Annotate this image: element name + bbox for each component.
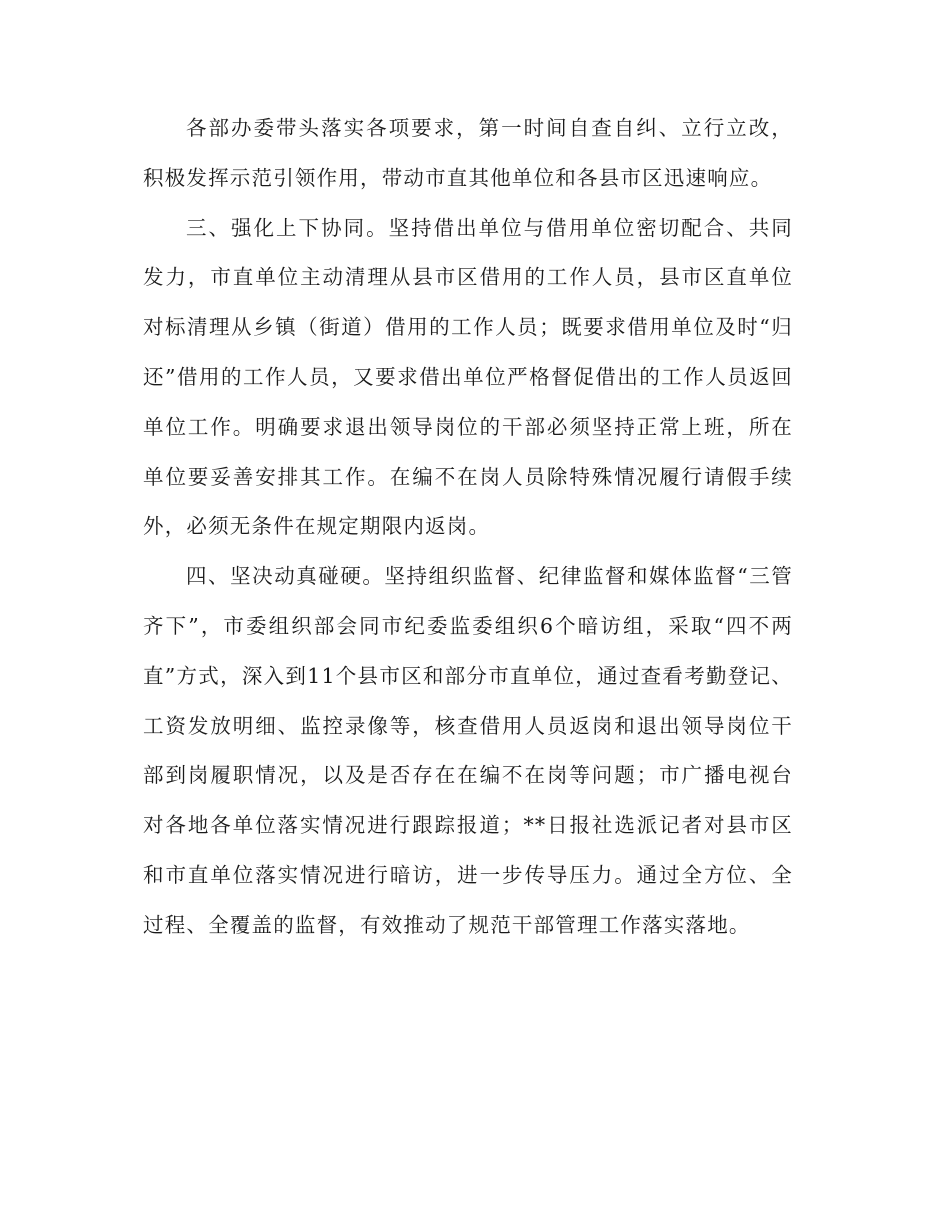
document-body xyxy=(143,104,793,951)
paragraph-section-three: 三、强化上下协同。坚持借出单位与借用单位密切配合、共同发力，市直单位主动清理从县市区借用的工作人员，县市区直单位对标清理从乡镇（街道）借用的工作人员；既要求借用单位及时“归还”借用的工作人员，又要求借出单位严格督促借出的工作人员返回单位工作。明确要求退出领导岗位的干部必须坚持正常上班，所在单位要妥善安排其工作。在编不在岗人员除特殊情况履行请假手续外，必须无条件在规定期限内返岗。 xyxy=(143,215,793,539)
paragraph-section-four: 四、坚决动真碰硬。坚持组织监督、纪律监督和媒体监督“三管齐下”，市委组织部会同市纪委监委组织6个暗访组，采取“四不两直”方式，深入到11个县市区和部分市直单位，通过查看考勤登记、工资发放明细、监控录像等，核查借用人员返岗和退出领导岗位干部到岗履职情况，以及是否存在在编不在岗等问题；市广播电视台对各地各单位落实情况进行跟踪报道；**日报社选派记者对县市区和市直单位落实情况进行暗访，进一步传导压力。通过全方位、全过程、全覆盖的监督，有效推动了规范干部管理工作落实落地。 xyxy=(143,564,793,937)
paragraph-continuation: 各部办委带头落实各项要求，第一时间自查自纠、立行立改，积极发挥示范引领作用，带动市直其他单位和各县市区迅速响应。 xyxy=(143,116,793,190)
